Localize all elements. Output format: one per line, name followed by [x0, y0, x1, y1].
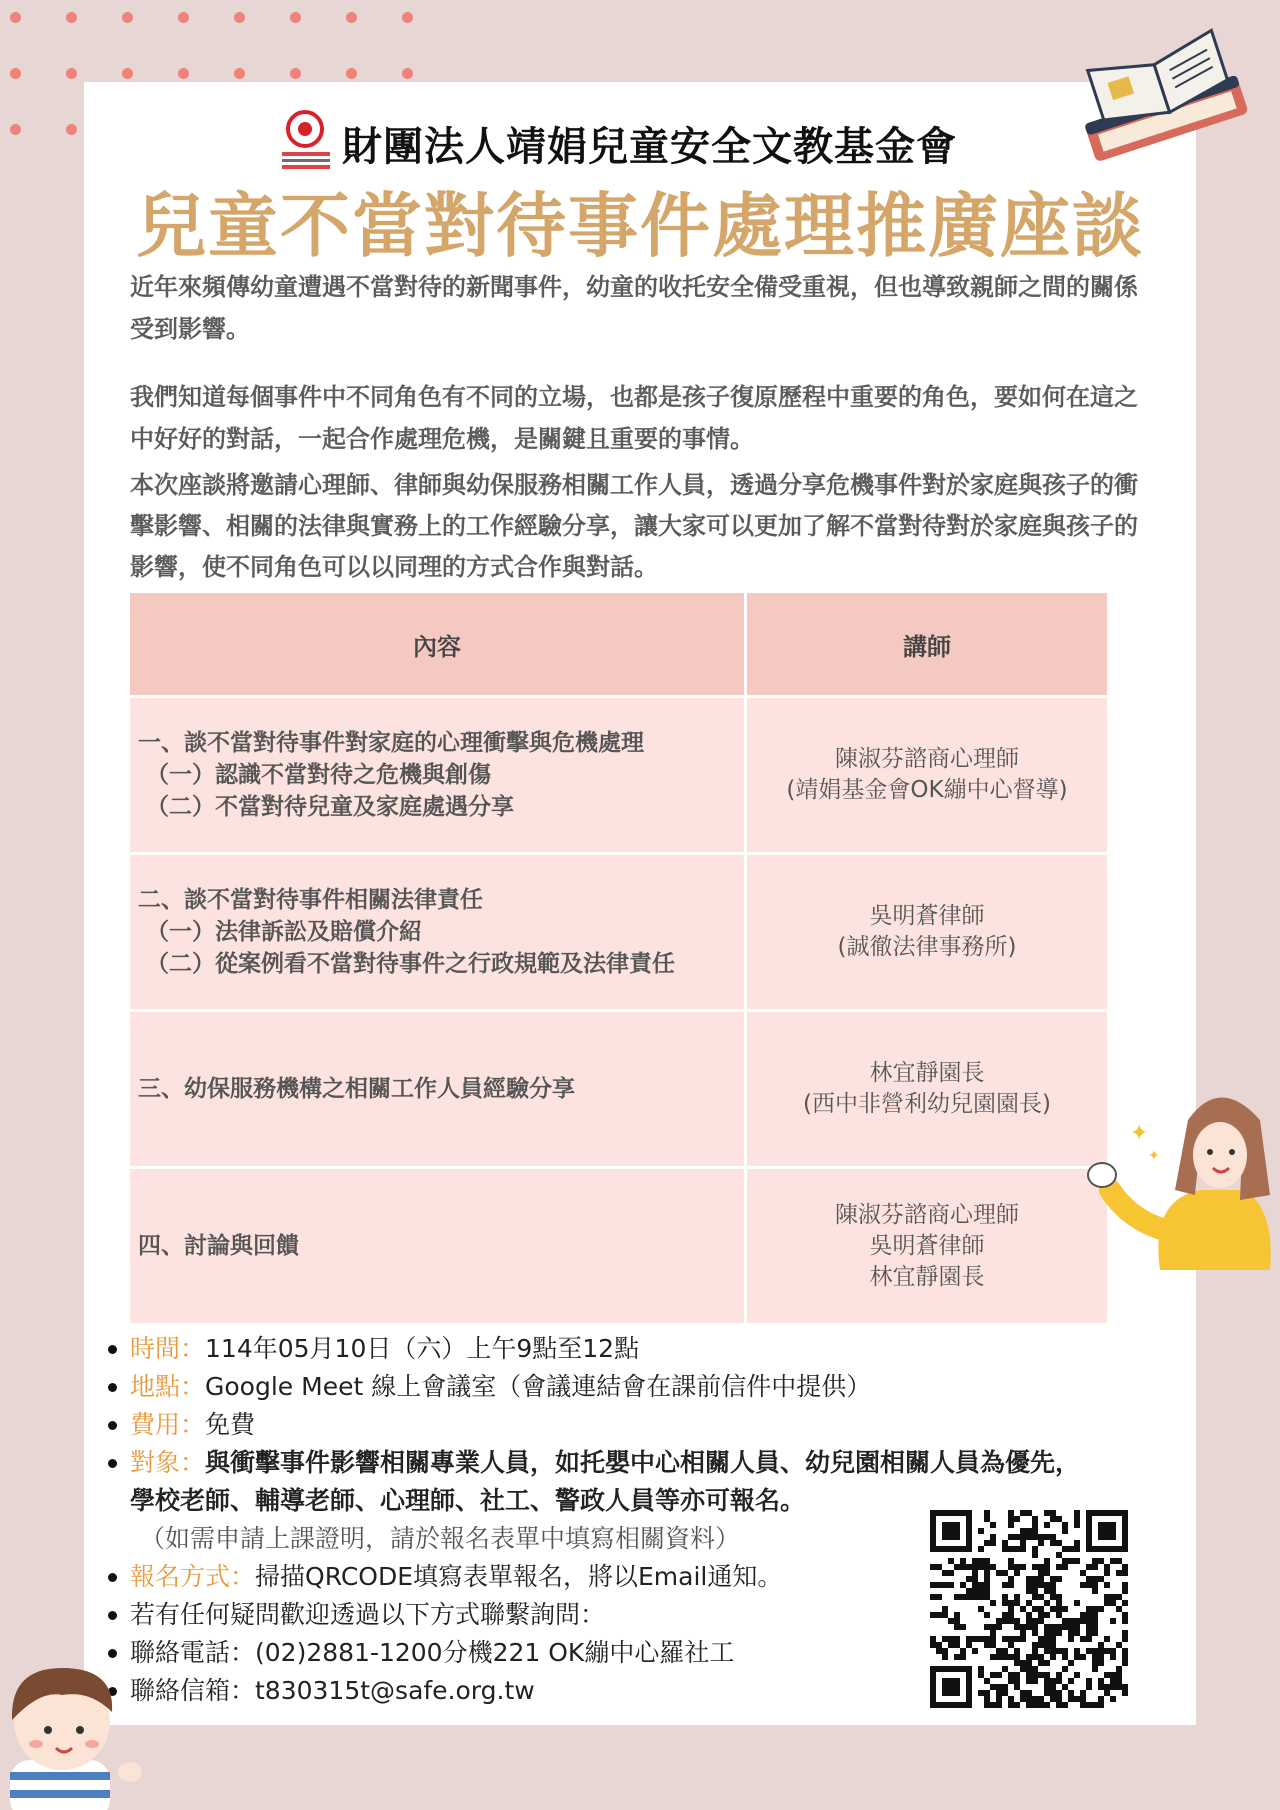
- session-title: 一、談不當對待事件對家庭的心理衝擊與危機處理: [138, 730, 644, 756]
- decorative-dot: [402, 68, 413, 79]
- decorative-dot: [346, 68, 357, 79]
- decorative-dot: [178, 68, 189, 79]
- schedule-table: [127, 590, 1110, 1326]
- fee-item: [110, 1406, 1180, 1444]
- decorative-dot: [122, 12, 133, 23]
- lecturer-affiliation: (西中非營利幼兒園園長): [803, 1091, 1051, 1117]
- contact-email[interactable]: 聯絡信箱：t830315t@safe.org.tw: [110, 1672, 1180, 1710]
- lecturer-name: 吳明蒼律師: [869, 1232, 985, 1259]
- decorative-dot: [234, 12, 245, 23]
- decorative-dot: [178, 12, 189, 23]
- boy-illustration: [0, 1650, 150, 1810]
- svg-text:✦: ✦: [1130, 1121, 1149, 1146]
- session-subtopic: （一）法律訴訟及賠償介紹: [146, 919, 422, 945]
- fee-value: 免費: [205, 1410, 256, 1439]
- time-label: 時間：: [130, 1334, 206, 1363]
- header-content: 內容: [129, 592, 746, 697]
- lecturer-name: 陳淑芬諮商心理師: [835, 1201, 1019, 1228]
- session-title: 四、討論與回饋: [138, 1233, 299, 1259]
- target-note: （如需申請上課證明，請於報名表單中填寫相關資料）: [140, 1524, 741, 1553]
- session-content: [129, 1011, 746, 1168]
- decorative-dot: [402, 12, 413, 23]
- decorative-dot: [290, 12, 301, 23]
- header-lecturer: 講師: [746, 592, 1109, 697]
- organization-header: [280, 110, 957, 176]
- decorative-dot: [66, 124, 77, 135]
- target-label: 對象：: [130, 1448, 206, 1477]
- svg-text:✦: ✦: [1148, 1148, 1160, 1164]
- qr-code[interactable]: [930, 1510, 1128, 1708]
- fee-label: 費用：: [130, 1410, 206, 1439]
- decorative-dot: [10, 12, 21, 23]
- contact-phone: 聯絡電話：(02)2881-1200分機221 OK繃中心羅社工: [110, 1634, 1180, 1672]
- target-value-line2: 學校老師、輔導老師、心理師、社工、警政人員等亦可報名。: [130, 1486, 806, 1515]
- target-item: [110, 1444, 1180, 1482]
- time-item: [110, 1330, 1180, 1368]
- session-lecturer: [746, 1168, 1109, 1325]
- session-subtopic: （一）認識不當對待之危機與創傷: [146, 762, 491, 788]
- session-content: [129, 1168, 746, 1325]
- decorative-dot: [10, 124, 21, 135]
- lecturer-name: 陳淑芬諮商心理師: [835, 746, 1019, 772]
- time-value: 114年05月10日（六）上午9點至12點: [205, 1334, 640, 1363]
- signup-value: 掃描QRCODE填寫表單報名，將以Email通知。: [255, 1562, 783, 1591]
- book-illustration: [1060, 18, 1270, 178]
- woman-illustration: [1070, 1080, 1280, 1290]
- session-subtopic: （二）不當對待兒童及家庭處遇分享: [146, 794, 514, 820]
- session-content: [129, 697, 746, 854]
- decorative-dot: [290, 68, 301, 79]
- place-label: 地點：: [130, 1372, 206, 1401]
- signup-label: 報名方式：: [130, 1562, 256, 1591]
- intro-paragraph-2: 我們知道每個事件中不同角色有不同的立場，也都是孩子復原歷程中重要的角色，要如何在這之中好好的對話，一起合作處理危機，是關鍵且重要的事情。: [130, 383, 1138, 453]
- decorative-dot: [234, 68, 245, 79]
- contact-intro: 若有任何疑問歡迎透過以下方式聯繫詢問：: [110, 1596, 1180, 1634]
- session-lecturer: [746, 1011, 1109, 1168]
- session-content: [129, 854, 746, 1011]
- intro-paragraph-3: 本次座談將邀請心理師、律師與幼保服務相關工作人員，透過分享危機事件對於家庭與孩子的衝擊影響、相關的法律與實務上的工作經驗分享，讓大家可以更加了解不當對待對於家庭與孩子的影響，使不同角色可以以同理的方式合作與對話。: [130, 471, 1138, 581]
- target-value-line1: 與衝擊事件影響相關專業人員，如托嬰中心相關人員、幼兒園相關人員為優先，: [205, 1448, 1081, 1477]
- lecturer-name: 吳明蒼律師: [869, 903, 985, 929]
- foundation-logo: [280, 110, 332, 176]
- intro-paragraph-1: 近年來頻傳幼童遭遇不當對待的新聞事件，幼童的收托安全備受重視，但也導致親師之間的關係受到影響。: [130, 273, 1138, 343]
- organization-name: 財團法人靖娟兒童安全文教基金會: [342, 123, 957, 170]
- session-title: 二、談不當對待事件相關法律責任: [138, 887, 483, 913]
- session-title: 三、幼保服務機構之相關工作人員經驗分享: [138, 1076, 575, 1102]
- table-row: [129, 1011, 1109, 1168]
- page-title: 兒童不當對待事件處理推廣座談: [136, 185, 1144, 267]
- session-lecturer: [746, 697, 1109, 854]
- decorative-dot: [66, 68, 77, 79]
- table-row: [129, 1168, 1109, 1325]
- decorative-dot: [10, 68, 21, 79]
- session-lecturer: [746, 854, 1109, 1011]
- table-row: [129, 697, 1109, 854]
- lecturer-affiliation: (靖娟基金會OK繃中心督導): [786, 777, 1068, 803]
- decorative-dot: [66, 12, 77, 23]
- lecturer-affiliation: (誠徹法律事務所): [837, 934, 1017, 960]
- place-item: [110, 1368, 1180, 1406]
- table-row: [129, 854, 1109, 1011]
- decorative-dot: [122, 68, 133, 79]
- table-header-row: [129, 592, 1109, 697]
- lecturer-name: 林宜靜園長: [869, 1263, 985, 1290]
- lecturer-name: 林宜靜園長: [869, 1060, 985, 1086]
- session-subtopic: （二）從案例看不當對待事件之行政規範及法律責任: [146, 951, 675, 977]
- decorative-dot: [346, 12, 357, 23]
- place-value: Google Meet 線上會議室（會議連結會在課前信件中提供）: [205, 1372, 872, 1401]
